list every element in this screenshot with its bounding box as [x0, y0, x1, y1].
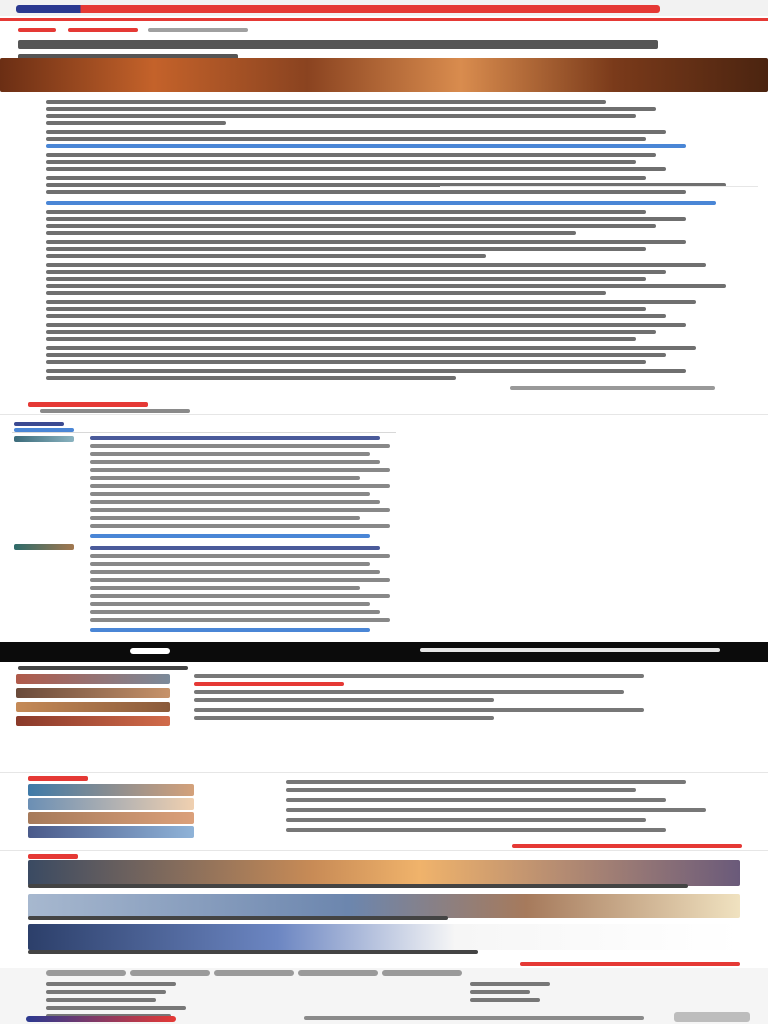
video-thumb-3[interactable] [28, 812, 194, 824]
social-icon[interactable] [130, 970, 210, 976]
foto-image-2[interactable] [28, 894, 740, 918]
portal-section [0, 664, 768, 774]
site-logo[interactable] [10, 2, 660, 16]
footer [0, 968, 768, 1024]
portal-thumb-1[interactable] [16, 674, 170, 684]
foto-image-1[interactable] [28, 860, 740, 886]
footer-logo[interactable] [26, 1016, 176, 1022]
article-body [0, 96, 768, 396]
social-icon-2[interactable] [214, 970, 294, 976]
play-icon[interactable] [130, 648, 170, 654]
streaming-banner[interactable] [0, 642, 768, 662]
body-divider [440, 186, 758, 187]
footer-badge[interactable] [674, 1012, 750, 1022]
share-icon[interactable] [46, 970, 126, 976]
hero-image [0, 58, 768, 92]
social-icon-3[interactable] [298, 970, 378, 976]
foto-image-3[interactable] [28, 924, 740, 950]
portal-thumb-2[interactable] [16, 688, 170, 698]
foto-section [0, 852, 768, 966]
video-thumb-1[interactable] [28, 784, 194, 796]
video-section [0, 774, 768, 852]
related-thumb-1[interactable] [14, 436, 74, 442]
header-red-line [0, 18, 768, 21]
video-thumb-2[interactable] [28, 798, 194, 810]
social-icon-4[interactable] [382, 970, 462, 976]
related-thumb-2[interactable] [14, 544, 74, 550]
video-thumb-4[interactable] [28, 826, 194, 838]
portal-thumb-3[interactable] [16, 702, 170, 712]
related-list-card [12, 420, 396, 636]
portal-thumb-4[interactable] [16, 716, 170, 726]
breadcrumb[interactable] [18, 26, 538, 34]
